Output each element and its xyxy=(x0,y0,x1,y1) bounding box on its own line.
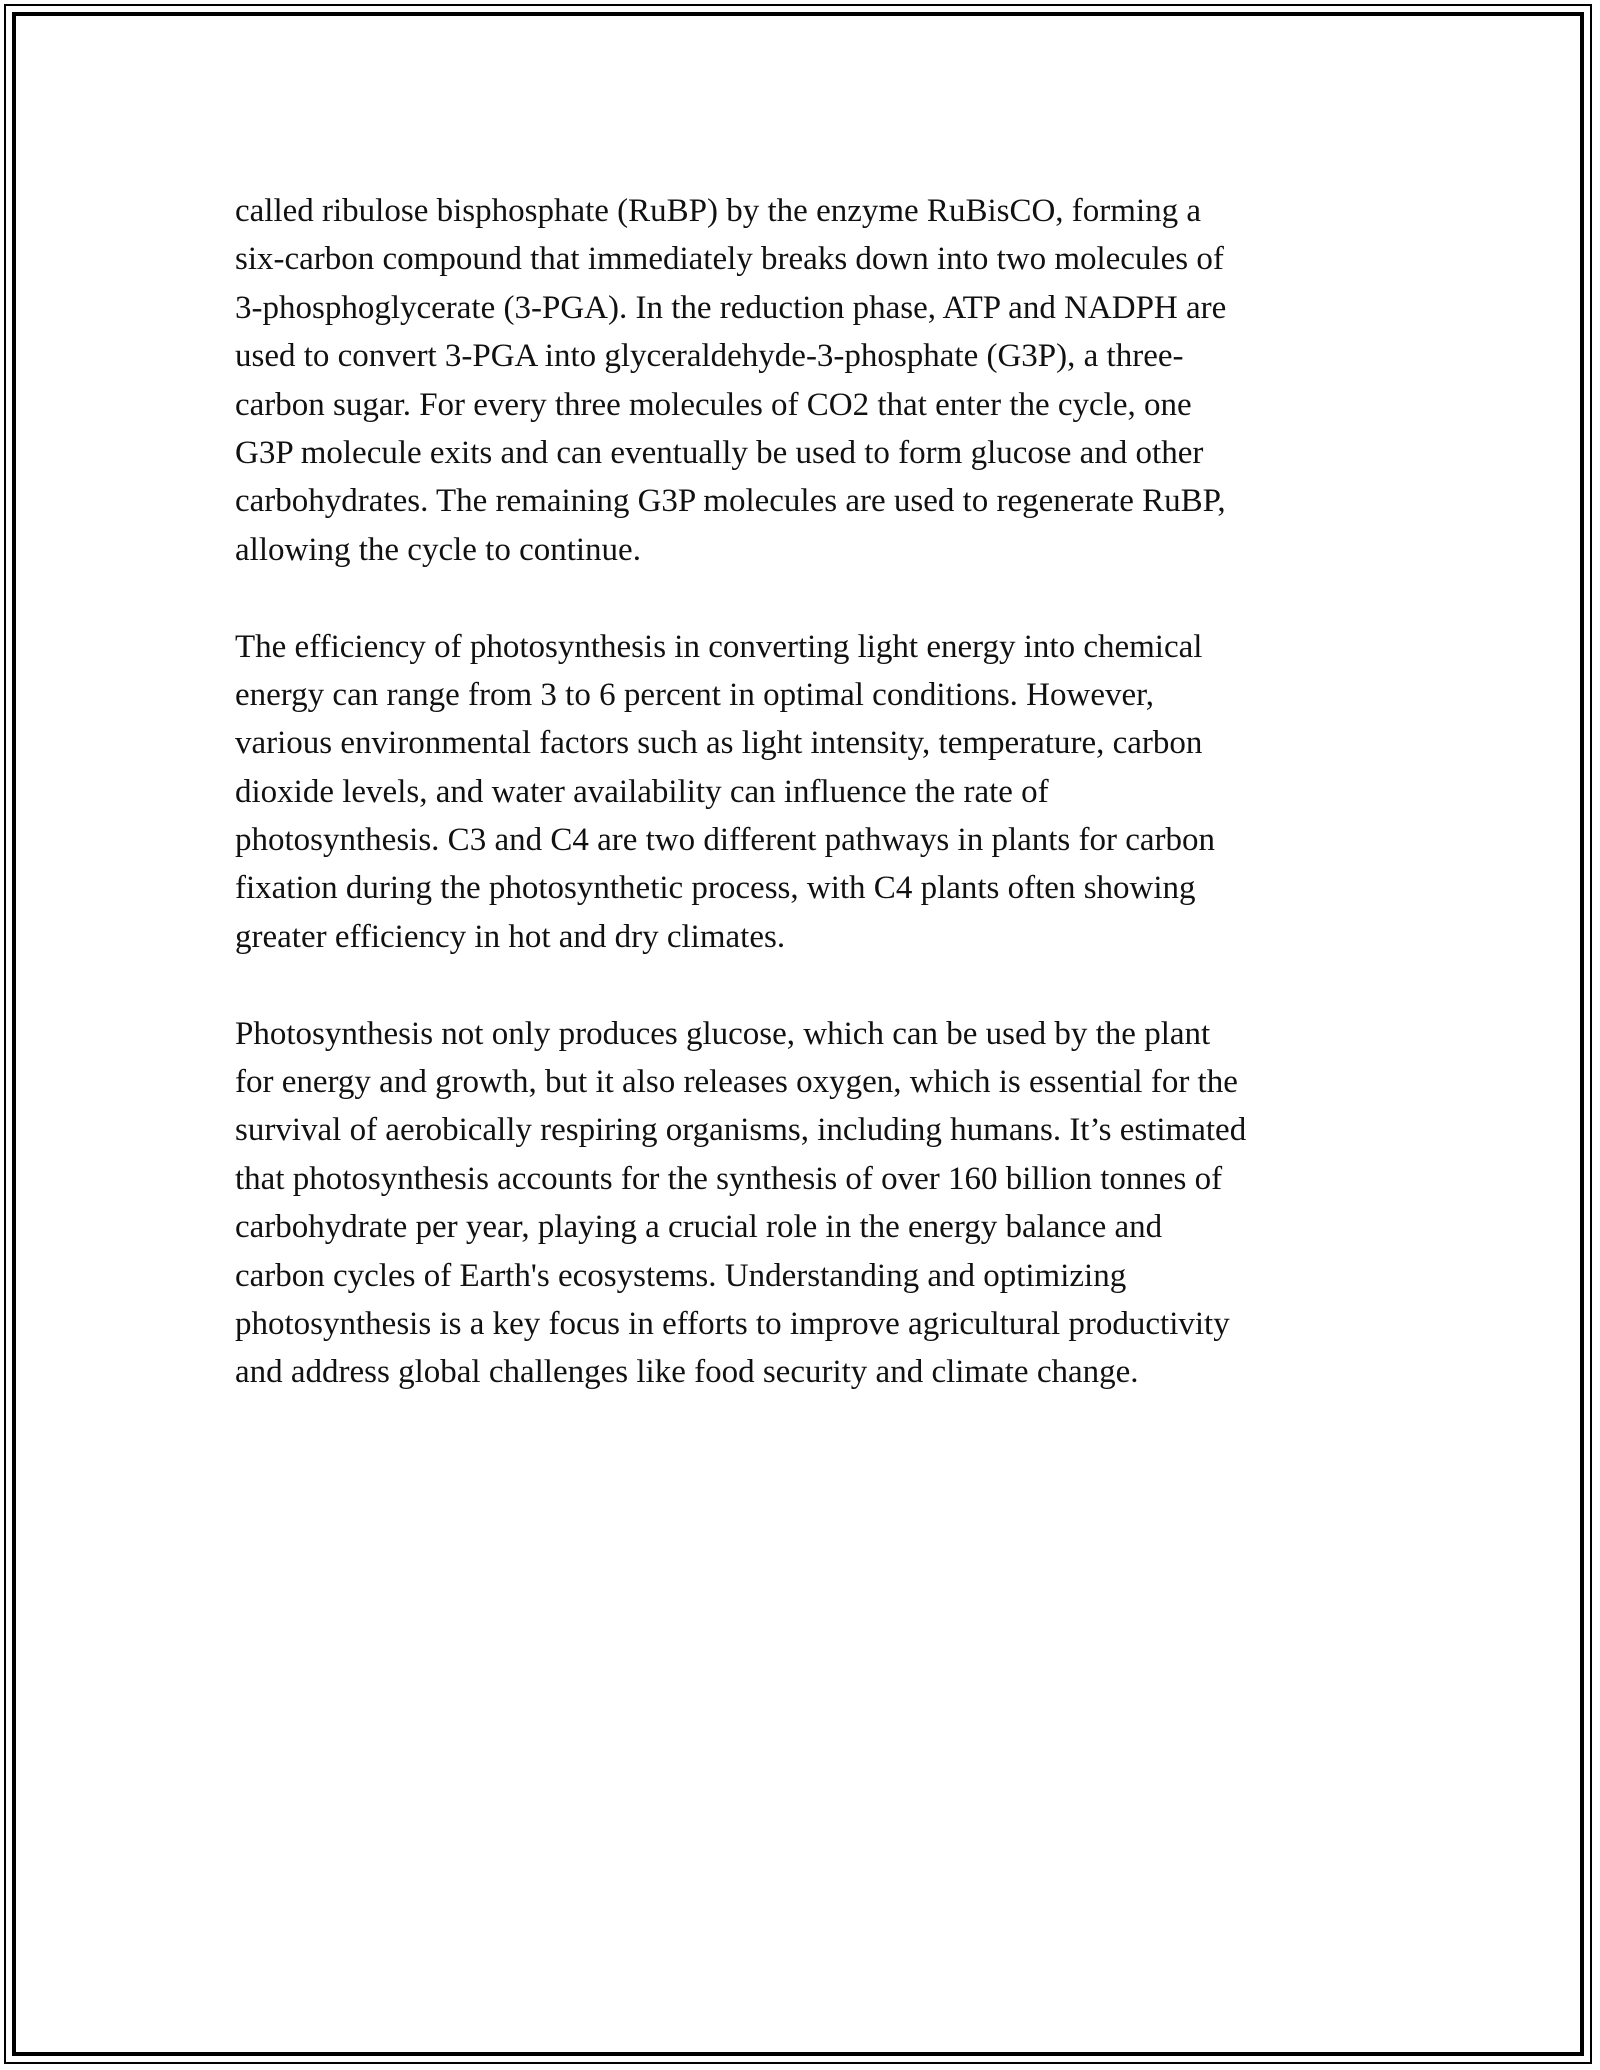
paragraph-importance xyxy=(235,1010,1375,1397)
text-line: for energy and growth, but it also releases oxygen, which is essential for the xyxy=(235,1064,1238,1101)
text-line: greater efficiency in hot and dry climates. xyxy=(235,918,786,955)
paragraph-calvin-cycle xyxy=(235,187,1375,574)
text-line: allowing the cycle to continue. xyxy=(235,531,641,568)
text-line: The efficiency of photosynthesis in converting light energy into chemical xyxy=(235,628,1203,665)
text-line: various environmental factors such as light intensity, temperature, carbon xyxy=(235,725,1203,762)
text-line: photosynthesis. C3 and C4 are two different pathways in plants for carbon xyxy=(235,822,1216,859)
text-line: dioxide levels, and water availability can influence the rate of xyxy=(235,773,1049,810)
text-line: six-carbon compound that immediately breaks down into two molecules of xyxy=(235,241,1224,278)
text-line: 3-phosphoglycerate (3-PGA). In the reduction phase, ATP and NADPH are xyxy=(235,289,1227,326)
text-line: fixation during the photosynthetic process, with C4 plants often showing xyxy=(235,870,1196,907)
text-line: G3P molecule exits and can eventually be used to form glucose and other xyxy=(235,434,1204,471)
text-line: and address global challenges like food security and climate change. xyxy=(235,1354,1139,1391)
text-line: energy can range from 3 to 6 percent in optimal conditions. However, xyxy=(235,676,1155,713)
text-line: that photosynthesis accounts for the synthesis of over 160 billion tonnes of xyxy=(235,1160,1223,1197)
text-line: used to convert 3-PGA into glyceraldehyde-3-phosphate (G3P), a three- xyxy=(235,338,1184,375)
text-line: Photosynthesis not only produces glucose, which can be used by the plant xyxy=(235,1015,1211,1052)
text-line: carbon sugar. For every three molecules of CO2 that enter the cycle, one xyxy=(235,386,1192,423)
text-line: called ribulose bisphosphate (RuBP) by the enzyme RuBisCO, forming a xyxy=(235,193,1202,229)
text-line: carbohydrate per year, playing a crucial role in the energy balance and xyxy=(235,1209,1163,1246)
text-line: survival of aerobically respiring organisms, including humans. It’s estimated xyxy=(235,1112,1247,1149)
document-body xyxy=(235,187,1375,1445)
text-line: carbon cycles of Earth's ecosystems. Understanding and optimizing xyxy=(235,1257,1127,1294)
text-line: photosynthesis is a key focus in efforts to improve agricultural productivity xyxy=(235,1305,1230,1342)
text-line: carbohydrates. The remaining G3P molecules are used to regenerate RuBP, xyxy=(235,483,1226,520)
paragraph-efficiency xyxy=(235,623,1375,962)
